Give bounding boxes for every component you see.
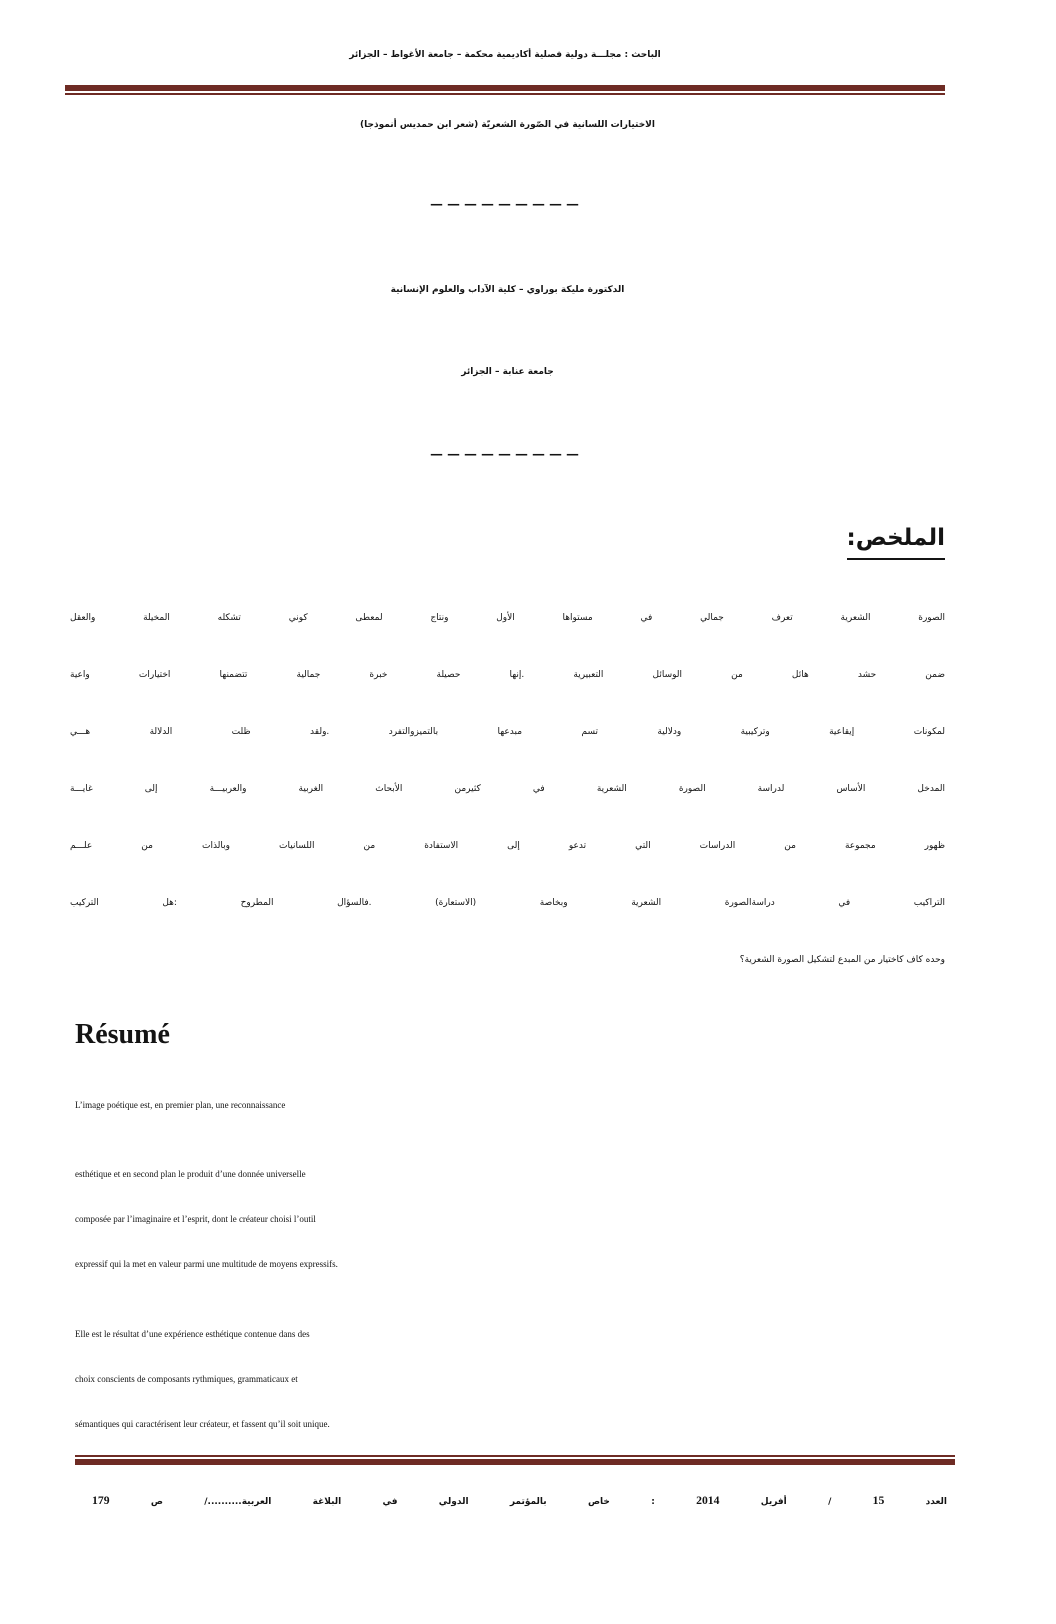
author-line: الدكتورة مليكة بوراوي – كلية الآداب والعلوم الإنسانية (390, 285, 625, 295)
issue-label: العدد (925, 1497, 947, 1507)
article-title: الاختيارات اللسانية في الصّورة الشعريّة (شعر ابن حمديس أنموذجا) (360, 120, 655, 130)
french-abstract-line: choix conscients de composants rythmiques, grammaticaux et (75, 1374, 298, 1384)
french-abstract-paragraph (75, 1312, 950, 1447)
arabic-abstract-line: الصورة الشعرية تعرف جمالي في مستواها الأول ونتاج لمعطى كوني تشكله المخيلة والعقل (70, 613, 945, 623)
french-abstract-paragraph (75, 1152, 950, 1287)
french-abstract-line: composée par l’imaginaire et l’esprit, dont le créateur choisi l’outil (75, 1214, 316, 1224)
separator-line: _________ (431, 431, 584, 456)
footer-double-rule (75, 1455, 955, 1465)
issue-year: 2014 (696, 1494, 720, 1507)
page-label: ص (150, 1497, 163, 1507)
french-abstract-line: sémantiques qui caractérisent leur créateur, et fassent qu’il soit unique. (75, 1419, 330, 1429)
arabic-abstract-line: وحده كاف كاختيار من المبدع لتشكيل الصورة الشعرية؟ (739, 955, 945, 965)
arabic-abstract-line: التراكيب في دراسةالصورة الشعرية وبخاصة (الاستعارة) .فالسؤال المطروح :هل التركيب (70, 898, 945, 908)
issue-info (92, 1476, 947, 1527)
french-abstract-line: expressif qui la met en valeur parmi une multitude de moyens expressifs. (75, 1259, 338, 1269)
journal-running-title: الباحث : مجلـــة دولية فصلية أكاديمية محكمة – جامعة الأغواط – الجزائر (349, 50, 661, 60)
affiliation-line: جامعة عنابة – الجزائر (461, 367, 554, 377)
french-abstract-line: Elle est le résultat d’une expérience esthétique contenue dans des (75, 1329, 310, 1339)
arabic-abstract-heading: الملخص: (847, 518, 945, 560)
arabic-abstract-line: المدخل الأساس لدراسة الصورة الشعرية في كثيرمن الأبحاث الغربية والعربيـــة إلى غايـــة (70, 784, 945, 794)
issue-separator: / (828, 1497, 832, 1507)
arabic-abstract-body (70, 590, 945, 989)
page-number: 179 (92, 1494, 110, 1507)
arabic-abstract-line: لمكونات إيقاعية وتركيبية ودلالية تسم مبدعها بالتميزوالتفرد .ولقد ظلت الدلالة هـــي (70, 727, 945, 737)
arabic-abstract-line: ضمن حشد هائل من الوسائل التعبيرية .إنها حصيلة خبرة جمالية تتضمنها اختيارات واعية (70, 670, 945, 680)
french-abstract-line: L’image poétique est, en premier plan, une reconnaissance (75, 1100, 286, 1110)
issue-number: 15 (872, 1494, 885, 1507)
arabic-abstract-line: ظهور مجموعة من الدراسات التي تدعو إلى الاستفادة من اللسانيات وبالذات من علـــم (70, 841, 945, 851)
issue-description: : خاص بالمؤتمر الدولي في البلاغة العربية........../ (204, 1497, 655, 1507)
issue-month: أفريل (760, 1497, 787, 1507)
french-abstract-line: esthétique et en second plan le produit d’une donnée universelle (75, 1169, 306, 1179)
separator-line: _________ (431, 181, 584, 206)
french-abstract-paragraph (75, 1083, 950, 1128)
header-double-rule (65, 85, 945, 95)
french-abstract-heading: Résumé (75, 1019, 170, 1050)
